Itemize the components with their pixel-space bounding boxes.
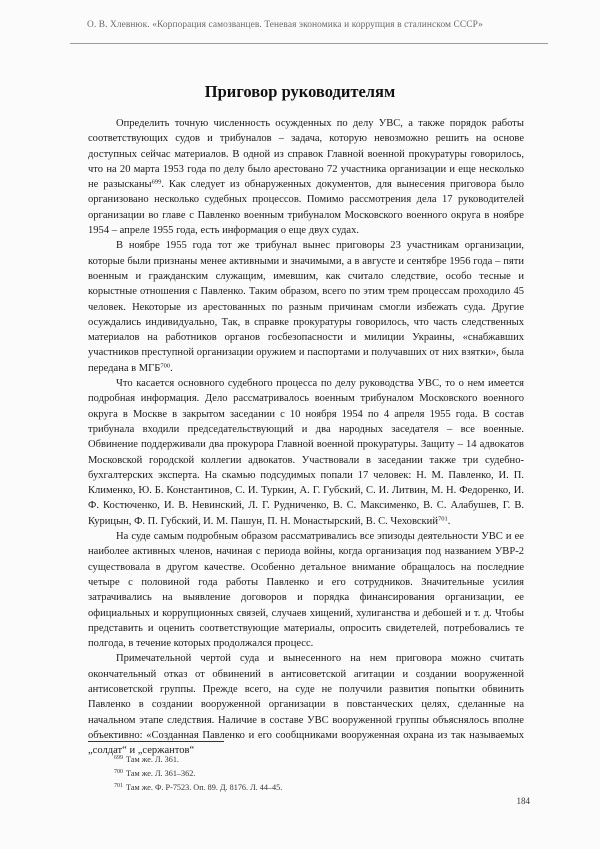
footnote-text: Там же. Л. 361. <box>126 755 179 764</box>
footnote-number: 701 <box>114 783 123 789</box>
footnote-text: Там же. Ф. Р-7523. Оп. 89. Д. 8176. Л. 44–45. <box>126 783 283 792</box>
footnote-rule <box>88 741 224 742</box>
running-header: О. В. Хлевнюк. «Корпорация самозванцев. Теневая экономика и коррупция в сталинском СССР» <box>87 20 483 30</box>
paragraph: Что касается основного судебного процесса по делу руководства УВС, то о нем имеется подробная информация. Дело рассматривалось военным трибуналом Московского военного округа в Москве в закрытом заседании с 10 ноября 1954 по 4 апреля 1955 года. В состав трибунала входили председательствующий и два народных заседателя – все военные. Обвинение поддерживали два прокурора Главной военной прокуратуры. Защиту – 14 адвокатов Московской городской коллегии адвокатов. Участвовали в заседании также три судебно-бухгалтерских эксперта. На скамью подсудимых попали 17 человек: Н. М. Павленко, И. П. Клименко, Ю. Б. Константинов, С. И. Туркин, А. Г. Губский, С. И. Литвин, М. Н. Федоренко, И. Ф. Костюченко, И. В. Невинский, Л. Г. Рудниченко, В. С. Максименко, В. С. Алабушев, Г. В. Курицын, Ф. П. Губский, И. М. Пашун, П. Н. Монастырский, В. С. Чеховский$^{701}$. <box>88 378 524 527</box>
footnote <box>114 781 514 795</box>
footnote <box>114 753 514 767</box>
page-number: 184 <box>516 796 530 806</box>
footnotes <box>114 753 514 795</box>
footnote-ref[interactable]: 700 <box>160 362 171 370</box>
footnote-ref[interactable]: 701 <box>437 515 448 523</box>
footnote-ref[interactable]: 699 <box>151 178 162 186</box>
footnote-number: 700 <box>114 769 123 775</box>
footnote-number: 699 <box>114 755 123 761</box>
footnote-text: Там же. Л. 361–362. <box>126 769 196 778</box>
chapter-title: Приговор руководителям <box>204 82 396 101</box>
body-text <box>88 116 524 758</box>
paragraph: На суде самым подробным образом рассматривались все эпизоды деятельности УВС и ее наиболее активных членов, начиная с периода войны, когда организация под названием УВР-2 существовала в другом качестве. Особенно детальное внимание обращалось на последние четыре с половиной года работы Павленко и его сотрудников. Значительные усилия затрачивались на выявление договоров и порядка финансирования организации, ее официальных и коррупционных связей, случаев хищений, хулиганства и дебошей и т. д. Чтобы представить и оценить соответствующие материалы, опросить свидетелей, потребовались те полгода, в течение которых продолжался процесс. <box>88 531 524 650</box>
paragraph: Определить точную численность осужденных по делу УВС, а также порядок работы соответствующих судов и трибуналов – задача, которую невозможно решить на основе доступных сейчас материалов. В одной из справок Главной военной прокуратуры говорилось, что на 20 марта 1953 года по делу было арестовано 72 участника организации и еще несколько не разысканы$^{699}$. Как следует из обнаруженных документов, для вынесения приговора было организовано несколько судебных процессов. Помимо рассмотрения дела 17 руководителей организации во главе с Павленко военным трибуналом Московского военного округа в ноябре 1954 – апреле 1955 года, есть информация о еще двух судах. <box>88 118 525 237</box>
footnote <box>114 767 514 781</box>
header-rule <box>70 43 548 44</box>
paragraph: В ноябре 1955 года тот же трибунал вынес приговоры 23 участникам организации, которые были признаны менее активными и значимыми, а в августе и сентябре 1956 года – пяти военным и гражданским служащим, имевшим, как считало следствие, особо тесные и корыстные отношения с Павленко. Таким образом, всего по этим трем процессам проходило 45 человек. Некоторые из арестованных по разным причинам смогли избежать суда. Другие осуждались индивидуально, Так, в справке прокуратуры говорилось, что часть следственных материалов на работников органов госбезопасности и милиции Украины, «снабжавших участников преступной организации оружием и паспортами и получавших от них взятки», была передана в МГБ$^{700}$. <box>88 240 524 374</box>
paragraph: Примечательной чертой суда и вынесенного на нем приговора можно считать окончательный отказ от обвинений в антисоветской агитации и создании вооруженной антисоветской группы. Прежде всего, на суде не получили развития попытки обвинить Павленко в создании вооруженной организации в повстанческих целях, сделанные на начальном этапе следствия. Наличие в составе УВС вооруженной группы объяснялось вполне объективно: «Созданная Павленко и его сообщниками вооруженная охрана из так называемых „солдат“ и „сержантов“ <box>88 653 524 757</box>
